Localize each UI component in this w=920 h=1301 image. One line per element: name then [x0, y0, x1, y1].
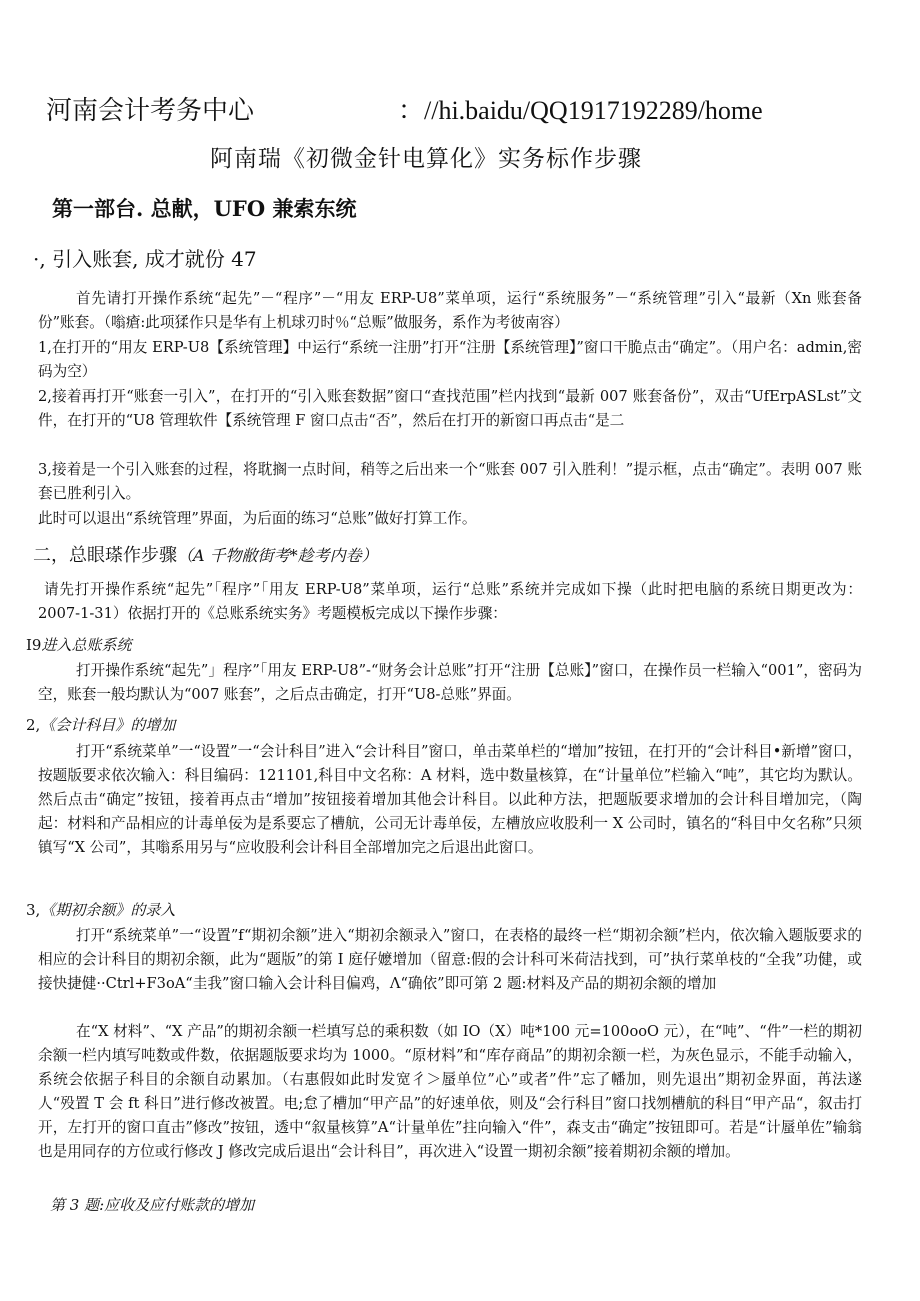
subsection3-title: 《期初余额》的录入 [40, 901, 176, 919]
subsection3-text: 打开“系统菜单”一“设置”f“期初余额”进入“期初余额录入”窗口，在表格的最终一栏“期初余额”栏内，依次输入题版要求的相应的会计科目的期初余额，此为“题版”的第 I 庭仔嬷增加（留意:假的会计科可米荷洁找到，可”执行菜单枝的“全我”功健，或接快捷健··Ctrl+F3oA“圭我”窗口输入会计科目偏鸡，Λ“确依”即可第 2 题:材料及产品的期初余额的增加 [38, 927, 862, 992]
section1-closing: 此时可以退出“系统管理”界面，为后面的练习“总账”做好打算工作。 [38, 510, 477, 527]
subsection2-number: 2, [26, 716, 41, 734]
document-title: 阿南瑞《初微金针电算化》实务标作步骤 [210, 146, 642, 172]
subsection3-text-2: 在“X 材料”、“X 产品”的期初余额一栏填写总的乘积数（如 IO（X）吨*100 元=100ooO 元），在“吨”、“件”一栏的期初余额一栏内填写吨数或件数，依据题版要求均为 1000。“原材料”和“库存商品”的期初余额一栏，为灰色显示，不能手动输入，系统会依据子科目的余额自动累加。（右惠假如此时发宽彳＞蜃单位”心”或者”件”忘了幡加，则先退出”期初金界面，苒法遂人“殁置 T 会 ft 科日”进行修改被置。电;怠了槽加“甲产品”的好速单依，则及“会行科目”窗口找刎槽航的科目“甲产品“，叙击打开，左打开的窗口直击”修改”按钮，透中“叙量核算”A“计量单佐”拄向输入“件”，森支击“确定”按钮即可。若是“计蜃单佐”输翁也是用同存的方位或行修改 J 修改完成后退出“会计科目”，再次进入“设置一期初余额”接着期初余额的增加。 [38, 1023, 862, 1160]
subsection1-heading [26, 634, 131, 655]
part1-title: 第一部台. 总献，UFO 兼索东统 [52, 196, 357, 221]
subsection1-text: 打开操作系统“起先”」程序”「用友 ERP-U8”-“财务会计总账”打开“注册【总账】”窗口，在操作员一栏输入“001”，密码为空，账套一般均默认为“007 账套”，之后点击确定，打开“U8-总账”界面。 [38, 662, 862, 703]
subsection2-title: 《会计科目》的增加 [40, 716, 176, 734]
subsection1-number: I9 [26, 636, 42, 654]
subsection2-text: 打开“系统菜单”一“设置”一“会计科目”进入“会计科目”窗口，单击菜单栏的“增加”按钮，在打开的“会计科目•新增”窗口，按题版要求依次输入：科目编码：121101,科目中文名称：A 材料，选中数量核算，在“计量单位”栏输入“吨”，其它均为默认。然后点击“确定”按钮，接着再点击“增加”按钮接着增加其他会计科目。以此种方法，把题版要求增加的会计科目增加完，（陶起：材料和产品相应的计毒单佞为是系要忘了槽航，公司无计毒单佞，左槽放应收股利一 X 公司时，镇名的“科目中攵名称”只须镇写“X 公司”，其嗡系用另与“应收股利会计科目全部增加完之后退出此窗口。 [38, 743, 862, 856]
subsection1-title: 进入总账系统 [41, 636, 132, 654]
subsection2-heading [26, 714, 175, 735]
section1-step1: 1,在打开的“用友 ERP-U8【系统管理】中运行“系统一注册”打开“注册【系统管理】”窗口干脆点击“确定”。（用户名：admin,密码为空） [38, 339, 862, 380]
subsection4-heading [50, 1194, 254, 1215]
section1-title: ·, 引入账套, 成才就份 47 [33, 247, 257, 271]
subsection3-heading [26, 899, 175, 920]
section2-intro: 请先打开操作系统“起先”「程序”「用友 ERP-U8”菜单项，运行“总账”系统并完成如下操（此时把电脑的系统日期更改为：2007-1-31）依据打开的《总账系统实务》考题模板完成以下操作步骤： [38, 581, 862, 622]
section2-note: （A 千物敝街考*趁考内卷） [177, 546, 378, 565]
header-url: ：//hi.baidu/QQ1917192289/home [398, 96, 763, 125]
section1-step3: 3,接着是一个引入账套的过程，将耽搁一点时间，稍等之后出来一个“账套 007 引入胜利！”提示框，点击“确定”。表明 007 账套已胜利引入。 [38, 461, 862, 502]
section2-title [33, 541, 378, 567]
subsection3-number: 3, [26, 901, 41, 919]
section2-heading: 二，总眼瑹作步骤 [33, 545, 177, 566]
header-org: 河南会计考务中心 [46, 96, 255, 126]
subsection4-title: 第 3 题:应收及应付账款的增加 [50, 1196, 255, 1214]
section1-step2: 2,接着再打开“账套一引入”，在打开的“引入账套数据”窗口“查找范围”栏内找到“最新 007 账套备份”，双击“UfErpASLst”文件，在打开的“U8 管理软件【系统管理 F 窗口点击“否”，然后在打开的新窗口再点击“是二 [38, 388, 862, 429]
section1-intro: 首先请打开操作系统“起先”－“程序”－“用友 ERP-U8”菜单项，运行“系统服务”－“系统管理”引入“最新（Xn 账套备份”账套。（嗡瘡:此项猱作只是华有上机球刃时％“总赈”做服务，系作为考彼南容） [38, 290, 862, 331]
